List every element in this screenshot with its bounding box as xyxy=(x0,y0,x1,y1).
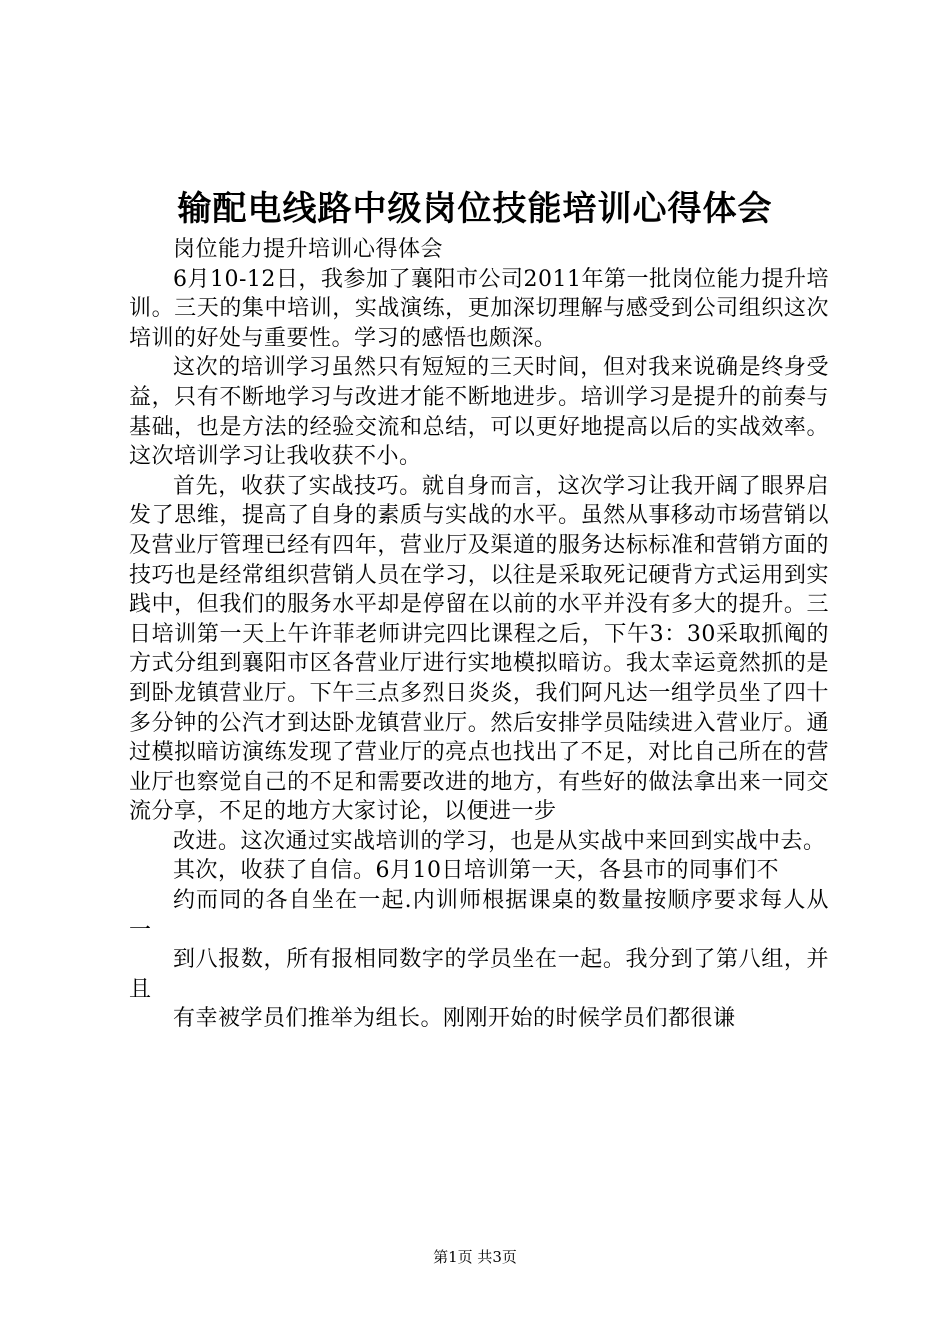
paragraph: 岗位能力提升培训心得体会 xyxy=(173,237,444,262)
document-title: 输配电线路中级岗位技能培训心得体会 xyxy=(177,189,773,229)
paragraph: 首先，收获了实战技巧。就自身而言，这次学习让我开阔了眼界启发了思维，提高了自身的素质与实战的水平。虽然从事移动市场营销以及营业厅管理已经有四年，营业厅及渠道的服务达标标准和营销方面的技巧也是经常组织营销人员在学习，以往是采取死记硬背方式运用到实践中，但我们的服务水平却是停留在以前的水平并没有多大的提升。三日培训第一天上午许菲老师讲完四比课程之后，下午3：30采取抓阄的方式分组到襄阳市区各营业厅进行实地模拟暗访。我太幸运竟然抓的是到卧龙镇营业厅。下午三点多烈日炎炎，我们阿凡达一组学员坐了四十多分钟的公汽才到达卧龙镇营业厅。然后安排学员陆续进入营业厅。通过模拟暗访演练发现了营业厅的亮点也找出了不足，对比自己所在的营业厅也察觉自己的不足和需要改进的地方，有些好的做法拿出来一同交流分享，不足的地方大家讨论，以便进一步 xyxy=(129,473,829,825)
paragraph: 到八报数，所有报相同数字的学员坐在一起。我分到了第八组，并且 xyxy=(129,947,829,1002)
document-body xyxy=(129,235,829,1034)
paragraph: 6月10-12日，我参加了襄阳市公司2011年第一批岗位能力提升培训。三天的集中培训，实战演练，更加深切理解与感受到公司组织这次培训的好处与重要性。学习的感悟也颇深。 xyxy=(129,266,829,351)
paragraph: 其次，收获了自信。6月10日培训第一天，各县市的同事们不 xyxy=(173,858,779,884)
paragraph: 约而同的各自坐在一起.内训师根据课桌的数量按顺序要求每人从一 xyxy=(129,888,829,943)
page-footer: 第1页 共3页 xyxy=(433,1248,517,1266)
paragraph: 改进。这次通过实战培训的学习，也是从实战中来回到实战中去。 xyxy=(173,828,826,854)
paragraph: 这次的培训学习虽然只有短短的三天时间，但对我来说确是终身受益，只有不断地学习与改进才能不断地进步。培训学习是提升的前奏与基础，也是方法的经验交流和总结，可以更好地提高以后的实战效率。这次培训学习让我收获不小。 xyxy=(129,355,829,470)
paragraph: 有幸被学员们推举为组长。刚刚开始的时候学员们都很谦 xyxy=(173,1006,736,1032)
